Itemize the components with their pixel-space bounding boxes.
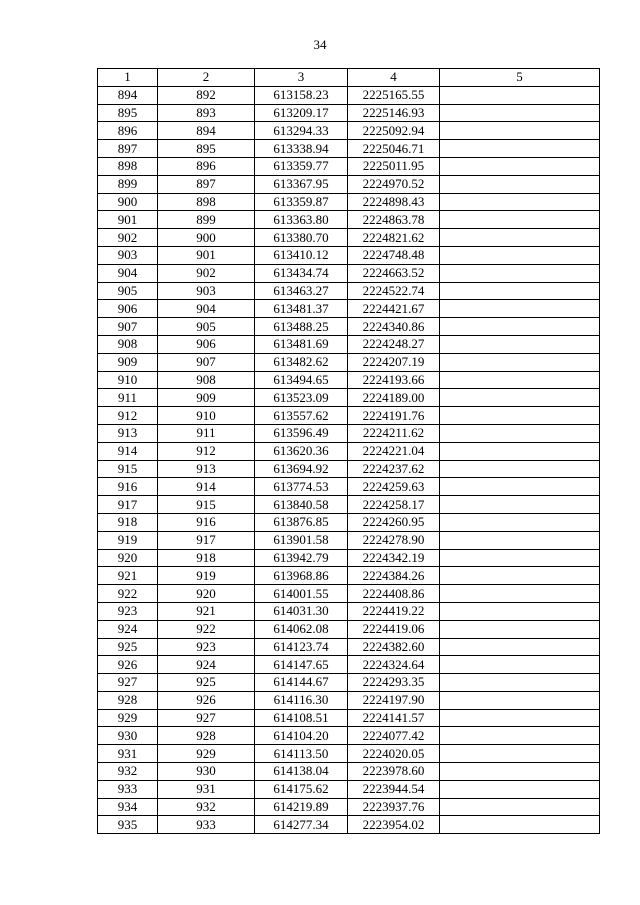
table-cell-col-4: 2224260.95 bbox=[348, 513, 440, 531]
column-header-2: 2 bbox=[158, 69, 255, 87]
table-cell-col-2: 895 bbox=[158, 140, 255, 158]
table-cell-col-4: 2224207.19 bbox=[348, 353, 440, 371]
table-cell-col-4: 2224419.22 bbox=[348, 602, 440, 620]
table-cell-col-2: 932 bbox=[158, 798, 255, 816]
table-cell-col-2: 931 bbox=[158, 780, 255, 798]
table-cell-col-5 bbox=[440, 407, 600, 425]
table-row bbox=[98, 264, 600, 282]
table-cell-col-3: 614138.04 bbox=[255, 763, 348, 781]
table-cell-col-3: 613463.27 bbox=[255, 282, 348, 300]
table-row bbox=[98, 211, 600, 229]
table-cell-col-4: 2224258.17 bbox=[348, 496, 440, 514]
table-cell-col-5 bbox=[440, 318, 600, 336]
table-cell-col-1: 900 bbox=[98, 193, 158, 211]
table-cell-col-4: 2224193.66 bbox=[348, 371, 440, 389]
table-cell-col-3: 613482.62 bbox=[255, 353, 348, 371]
table-cell-col-1: 913 bbox=[98, 424, 158, 442]
table-cell-col-3: 614123.74 bbox=[255, 638, 348, 656]
table-cell-col-2: 907 bbox=[158, 353, 255, 371]
table-cell-col-3: 613359.87 bbox=[255, 193, 348, 211]
table-cell-col-1: 912 bbox=[98, 407, 158, 425]
table-cell-col-2: 896 bbox=[158, 157, 255, 175]
table-cell-col-1: 914 bbox=[98, 442, 158, 460]
table-cell-col-2: 910 bbox=[158, 407, 255, 425]
table-cell-col-4: 2224324.64 bbox=[348, 656, 440, 674]
table-cell-col-4: 2224141.57 bbox=[348, 709, 440, 727]
table-cell-col-4: 2224408.86 bbox=[348, 585, 440, 603]
table-cell-col-3: 613410.12 bbox=[255, 246, 348, 264]
table-cell-col-2: 926 bbox=[158, 691, 255, 709]
table-cell-col-1: 894 bbox=[98, 86, 158, 104]
table-cell-col-5 bbox=[440, 371, 600, 389]
table-cell-col-4: 2224898.43 bbox=[348, 193, 440, 211]
table-cell-col-4: 2224821.62 bbox=[348, 229, 440, 247]
table-body bbox=[98, 86, 600, 833]
table-cell-col-3: 613620.36 bbox=[255, 442, 348, 460]
table-cell-col-5 bbox=[440, 549, 600, 567]
table-cell-col-3: 614001.55 bbox=[255, 585, 348, 603]
table-cell-col-5 bbox=[440, 567, 600, 585]
table-cell-col-4: 2224211.62 bbox=[348, 424, 440, 442]
header-row bbox=[98, 69, 600, 87]
table-cell-col-3: 613363.80 bbox=[255, 211, 348, 229]
table-cell-col-1: 917 bbox=[98, 496, 158, 514]
table-cell-col-2: 918 bbox=[158, 549, 255, 567]
table-cell-col-2: 915 bbox=[158, 496, 255, 514]
table-cell-col-3: 614116.30 bbox=[255, 691, 348, 709]
table-cell-col-1: 928 bbox=[98, 691, 158, 709]
table-cell-col-2: 911 bbox=[158, 424, 255, 442]
table-cell-col-3: 613380.70 bbox=[255, 229, 348, 247]
table-row bbox=[98, 460, 600, 478]
table-cell-col-5 bbox=[440, 620, 600, 638]
table-cell-col-3: 613494.65 bbox=[255, 371, 348, 389]
table-cell-col-3: 614062.08 bbox=[255, 620, 348, 638]
table-cell-col-3: 614219.89 bbox=[255, 798, 348, 816]
table-cell-col-5 bbox=[440, 727, 600, 745]
table-cell-col-5 bbox=[440, 638, 600, 656]
table-cell-col-5 bbox=[440, 780, 600, 798]
table-cell-col-1: 915 bbox=[98, 460, 158, 478]
table-cell-col-2: 905 bbox=[158, 318, 255, 336]
page-number: 34 bbox=[313, 37, 327, 52]
table-cell-col-1: 930 bbox=[98, 727, 158, 745]
table-cell-col-3: 613359.77 bbox=[255, 157, 348, 175]
table-cell-col-2: 901 bbox=[158, 246, 255, 264]
table-cell-col-5 bbox=[440, 122, 600, 140]
table-cell-col-4: 2224419.06 bbox=[348, 620, 440, 638]
table-cell-col-1: 920 bbox=[98, 549, 158, 567]
table-cell-col-5 bbox=[440, 478, 600, 496]
table-cell-col-1: 921 bbox=[98, 567, 158, 585]
table-cell-col-4: 2224237.62 bbox=[348, 460, 440, 478]
table-cell-col-1: 910 bbox=[98, 371, 158, 389]
table-cell-col-3: 614175.62 bbox=[255, 780, 348, 798]
table-cell-col-2: 906 bbox=[158, 335, 255, 353]
table-cell-col-3: 613488.25 bbox=[255, 318, 348, 336]
table-cell-col-4: 2224863.78 bbox=[348, 211, 440, 229]
table-cell-col-1: 935 bbox=[98, 816, 158, 834]
table-cell-col-2: 904 bbox=[158, 300, 255, 318]
table-row bbox=[98, 709, 600, 727]
table-row bbox=[98, 549, 600, 567]
table-cell-col-2: 916 bbox=[158, 513, 255, 531]
table-cell-col-3: 613774.53 bbox=[255, 478, 348, 496]
table-cell-col-2: 893 bbox=[158, 104, 255, 122]
table-cell-col-1: 909 bbox=[98, 353, 158, 371]
table-cell-col-1: 908 bbox=[98, 335, 158, 353]
table-cell-col-2: 919 bbox=[158, 567, 255, 585]
table-row bbox=[98, 780, 600, 798]
table-row bbox=[98, 638, 600, 656]
table-cell-col-4: 2224189.00 bbox=[348, 389, 440, 407]
table-cell-col-2: 902 bbox=[158, 264, 255, 282]
table-cell-col-5 bbox=[440, 763, 600, 781]
table-cell-col-2: 921 bbox=[158, 602, 255, 620]
table-row bbox=[98, 567, 600, 585]
table-header bbox=[98, 69, 600, 87]
table-cell-col-1: 895 bbox=[98, 104, 158, 122]
table-cell-col-3: 613876.85 bbox=[255, 513, 348, 531]
table-cell-col-3: 614031.30 bbox=[255, 602, 348, 620]
table-cell-col-1: 922 bbox=[98, 585, 158, 603]
table-cell-col-5 bbox=[440, 442, 600, 460]
table-cell-col-2: 894 bbox=[158, 122, 255, 140]
table-cell-col-4: 2224278.90 bbox=[348, 531, 440, 549]
table-cell-col-3: 613338.94 bbox=[255, 140, 348, 158]
table-row bbox=[98, 478, 600, 496]
table-cell-col-4: 2224340.86 bbox=[348, 318, 440, 336]
table-cell-col-1: 905 bbox=[98, 282, 158, 300]
table-cell-col-5 bbox=[440, 691, 600, 709]
table-cell-col-3: 614144.67 bbox=[255, 674, 348, 692]
table-cell-col-4: 2224970.52 bbox=[348, 175, 440, 193]
table-row bbox=[98, 246, 600, 264]
table-cell-col-2: 920 bbox=[158, 585, 255, 603]
table-cell-col-2: 913 bbox=[158, 460, 255, 478]
table-cell-col-2: 903 bbox=[158, 282, 255, 300]
table-row bbox=[98, 122, 600, 140]
table-row bbox=[98, 407, 600, 425]
table-row bbox=[98, 691, 600, 709]
table-row bbox=[98, 620, 600, 638]
table-row bbox=[98, 300, 600, 318]
table-cell-col-3: 613367.95 bbox=[255, 175, 348, 193]
table-row bbox=[98, 318, 600, 336]
table-row bbox=[98, 442, 600, 460]
table-row bbox=[98, 86, 600, 104]
table-cell-col-5 bbox=[440, 513, 600, 531]
column-header-3: 3 bbox=[255, 69, 348, 87]
table-cell-col-5 bbox=[440, 585, 600, 603]
table-cell-col-5 bbox=[440, 300, 600, 318]
table-row bbox=[98, 175, 600, 193]
table-cell-col-4: 2224020.05 bbox=[348, 745, 440, 763]
table-cell-col-3: 613294.33 bbox=[255, 122, 348, 140]
table-cell-col-2: 933 bbox=[158, 816, 255, 834]
table-cell-col-3: 613434.74 bbox=[255, 264, 348, 282]
table-row bbox=[98, 674, 600, 692]
table-cell-col-1: 898 bbox=[98, 157, 158, 175]
table-cell-col-5 bbox=[440, 211, 600, 229]
column-header-1: 1 bbox=[98, 69, 158, 87]
table-cell-col-5 bbox=[440, 86, 600, 104]
table-cell-col-5 bbox=[440, 157, 600, 175]
table-cell-col-2: 898 bbox=[158, 193, 255, 211]
table-cell-col-4: 2224259.63 bbox=[348, 478, 440, 496]
table-cell-col-1: 934 bbox=[98, 798, 158, 816]
table-cell-col-1: 907 bbox=[98, 318, 158, 336]
table-cell-col-5 bbox=[440, 460, 600, 478]
column-header-4: 4 bbox=[348, 69, 440, 87]
table-cell-col-1: 911 bbox=[98, 389, 158, 407]
table-row bbox=[98, 157, 600, 175]
table-row bbox=[98, 798, 600, 816]
table-cell-col-5 bbox=[440, 246, 600, 264]
table-cell-col-3: 613158.23 bbox=[255, 86, 348, 104]
table-cell-col-1: 931 bbox=[98, 745, 158, 763]
table-cell-col-1: 916 bbox=[98, 478, 158, 496]
table-cell-col-1: 925 bbox=[98, 638, 158, 656]
table-cell-col-2: 927 bbox=[158, 709, 255, 727]
table-cell-col-1: 906 bbox=[98, 300, 158, 318]
table-row bbox=[98, 104, 600, 122]
table-cell-col-2: 914 bbox=[158, 478, 255, 496]
table-cell-col-1: 923 bbox=[98, 602, 158, 620]
table-cell-col-2: 900 bbox=[158, 229, 255, 247]
table-cell-col-3: 613840.58 bbox=[255, 496, 348, 514]
table-cell-col-1: 897 bbox=[98, 140, 158, 158]
table-row bbox=[98, 585, 600, 603]
table-cell-col-3: 613694.92 bbox=[255, 460, 348, 478]
table-cell-col-2: 908 bbox=[158, 371, 255, 389]
table-cell-col-5 bbox=[440, 264, 600, 282]
table-row bbox=[98, 816, 600, 834]
table-cell-col-3: 613481.37 bbox=[255, 300, 348, 318]
table-cell-col-2: 917 bbox=[158, 531, 255, 549]
table-cell-col-5 bbox=[440, 335, 600, 353]
table-cell-col-5 bbox=[440, 602, 600, 620]
table-cell-col-5 bbox=[440, 389, 600, 407]
table-cell-col-3: 613901.58 bbox=[255, 531, 348, 549]
table-cell-col-5 bbox=[440, 745, 600, 763]
table-row bbox=[98, 656, 600, 674]
table-cell-col-3: 614113.50 bbox=[255, 745, 348, 763]
table-cell-col-4: 2224382.60 bbox=[348, 638, 440, 656]
table-cell-col-1: 899 bbox=[98, 175, 158, 193]
table-cell-col-1: 933 bbox=[98, 780, 158, 798]
table-cell-col-2: 930 bbox=[158, 763, 255, 781]
table-cell-col-4: 2225011.95 bbox=[348, 157, 440, 175]
table-cell-col-4: 2223937.76 bbox=[348, 798, 440, 816]
table-cell-col-3: 613209.17 bbox=[255, 104, 348, 122]
table-row bbox=[98, 335, 600, 353]
table-cell-col-4: 2224522.74 bbox=[348, 282, 440, 300]
table-cell-col-1: 926 bbox=[98, 656, 158, 674]
table-cell-col-4: 2225092.94 bbox=[348, 122, 440, 140]
table-row bbox=[98, 282, 600, 300]
table-cell-col-2: 892 bbox=[158, 86, 255, 104]
table-cell-col-4: 2224221.04 bbox=[348, 442, 440, 460]
table-row bbox=[98, 140, 600, 158]
table-cell-col-2: 924 bbox=[158, 656, 255, 674]
table-cell-col-2: 912 bbox=[158, 442, 255, 460]
table-cell-col-4: 2225146.93 bbox=[348, 104, 440, 122]
table-cell-col-4: 2224663.52 bbox=[348, 264, 440, 282]
table-cell-col-5 bbox=[440, 798, 600, 816]
table-cell-col-3: 613481.69 bbox=[255, 335, 348, 353]
table-cell-col-1: 896 bbox=[98, 122, 158, 140]
table-row bbox=[98, 602, 600, 620]
table-cell-col-4: 2223978.60 bbox=[348, 763, 440, 781]
table-cell-col-5 bbox=[440, 282, 600, 300]
table-cell-col-3: 614104.20 bbox=[255, 727, 348, 745]
table-cell-col-3: 613596.49 bbox=[255, 424, 348, 442]
table-cell-col-5 bbox=[440, 175, 600, 193]
table-cell-col-1: 924 bbox=[98, 620, 158, 638]
table-cell-col-2: 899 bbox=[158, 211, 255, 229]
table-cell-col-2: 928 bbox=[158, 727, 255, 745]
table-cell-col-2: 925 bbox=[158, 674, 255, 692]
table-cell-col-3: 614277.34 bbox=[255, 816, 348, 834]
table-cell-col-4: 2224421.67 bbox=[348, 300, 440, 318]
table-cell-col-1: 903 bbox=[98, 246, 158, 264]
table-cell-col-3: 613523.09 bbox=[255, 389, 348, 407]
table-row bbox=[98, 229, 600, 247]
table-cell-col-5 bbox=[440, 104, 600, 122]
table-row bbox=[98, 496, 600, 514]
table-cell-col-2: 923 bbox=[158, 638, 255, 656]
table-cell-col-5 bbox=[440, 229, 600, 247]
table-cell-col-5 bbox=[440, 140, 600, 158]
table-cell-col-5 bbox=[440, 424, 600, 442]
table-cell-col-4: 2224191.76 bbox=[348, 407, 440, 425]
table-cell-col-3: 613557.62 bbox=[255, 407, 348, 425]
table-cell-col-3: 614147.65 bbox=[255, 656, 348, 674]
table-row bbox=[98, 727, 600, 745]
table-row bbox=[98, 371, 600, 389]
table-cell-col-2: 929 bbox=[158, 745, 255, 763]
coordinates-table bbox=[97, 68, 600, 834]
table-row bbox=[98, 193, 600, 211]
table-cell-col-5 bbox=[440, 709, 600, 727]
table-cell-col-5 bbox=[440, 496, 600, 514]
table-cell-col-1: 932 bbox=[98, 763, 158, 781]
table-row bbox=[98, 531, 600, 549]
table-row bbox=[98, 513, 600, 531]
table-row bbox=[98, 389, 600, 407]
table-cell-col-1: 929 bbox=[98, 709, 158, 727]
table-cell-col-5 bbox=[440, 193, 600, 211]
table-cell-col-4: 2225046.71 bbox=[348, 140, 440, 158]
table-cell-col-2: 897 bbox=[158, 175, 255, 193]
table-cell-col-1: 901 bbox=[98, 211, 158, 229]
table-row bbox=[98, 424, 600, 442]
table-cell-col-1: 902 bbox=[98, 229, 158, 247]
table-cell-col-5 bbox=[440, 531, 600, 549]
table-cell-col-1: 904 bbox=[98, 264, 158, 282]
table-cell-col-3: 613942.79 bbox=[255, 549, 348, 567]
table-cell-col-4: 2223954.02 bbox=[348, 816, 440, 834]
table-cell-col-3: 614108.51 bbox=[255, 709, 348, 727]
table-cell-col-4: 2225165.55 bbox=[348, 86, 440, 104]
table-row bbox=[98, 745, 600, 763]
table-cell-col-1: 919 bbox=[98, 531, 158, 549]
table-cell-col-4: 2224077.42 bbox=[348, 727, 440, 745]
table-cell-col-4: 2224197.90 bbox=[348, 691, 440, 709]
table-cell-col-4: 2224748.48 bbox=[348, 246, 440, 264]
table-cell-col-2: 922 bbox=[158, 620, 255, 638]
table-cell-col-5 bbox=[440, 656, 600, 674]
table-cell-col-5 bbox=[440, 674, 600, 692]
table-cell-col-3: 613968.86 bbox=[255, 567, 348, 585]
column-header-5: 5 bbox=[440, 69, 600, 87]
table-cell-col-1: 927 bbox=[98, 674, 158, 692]
table-cell-col-4: 2224248.27 bbox=[348, 335, 440, 353]
table-cell-col-4: 2224384.26 bbox=[348, 567, 440, 585]
table-cell-col-4: 2224342.19 bbox=[348, 549, 440, 567]
table-row bbox=[98, 353, 600, 371]
table-cell-col-4: 2224293.35 bbox=[348, 674, 440, 692]
table-cell-col-2: 909 bbox=[158, 389, 255, 407]
table-cell-col-4: 2223944.54 bbox=[348, 780, 440, 798]
table-cell-col-1: 918 bbox=[98, 513, 158, 531]
table-cell-col-5 bbox=[440, 816, 600, 834]
table-cell-col-5 bbox=[440, 353, 600, 371]
table-row bbox=[98, 763, 600, 781]
